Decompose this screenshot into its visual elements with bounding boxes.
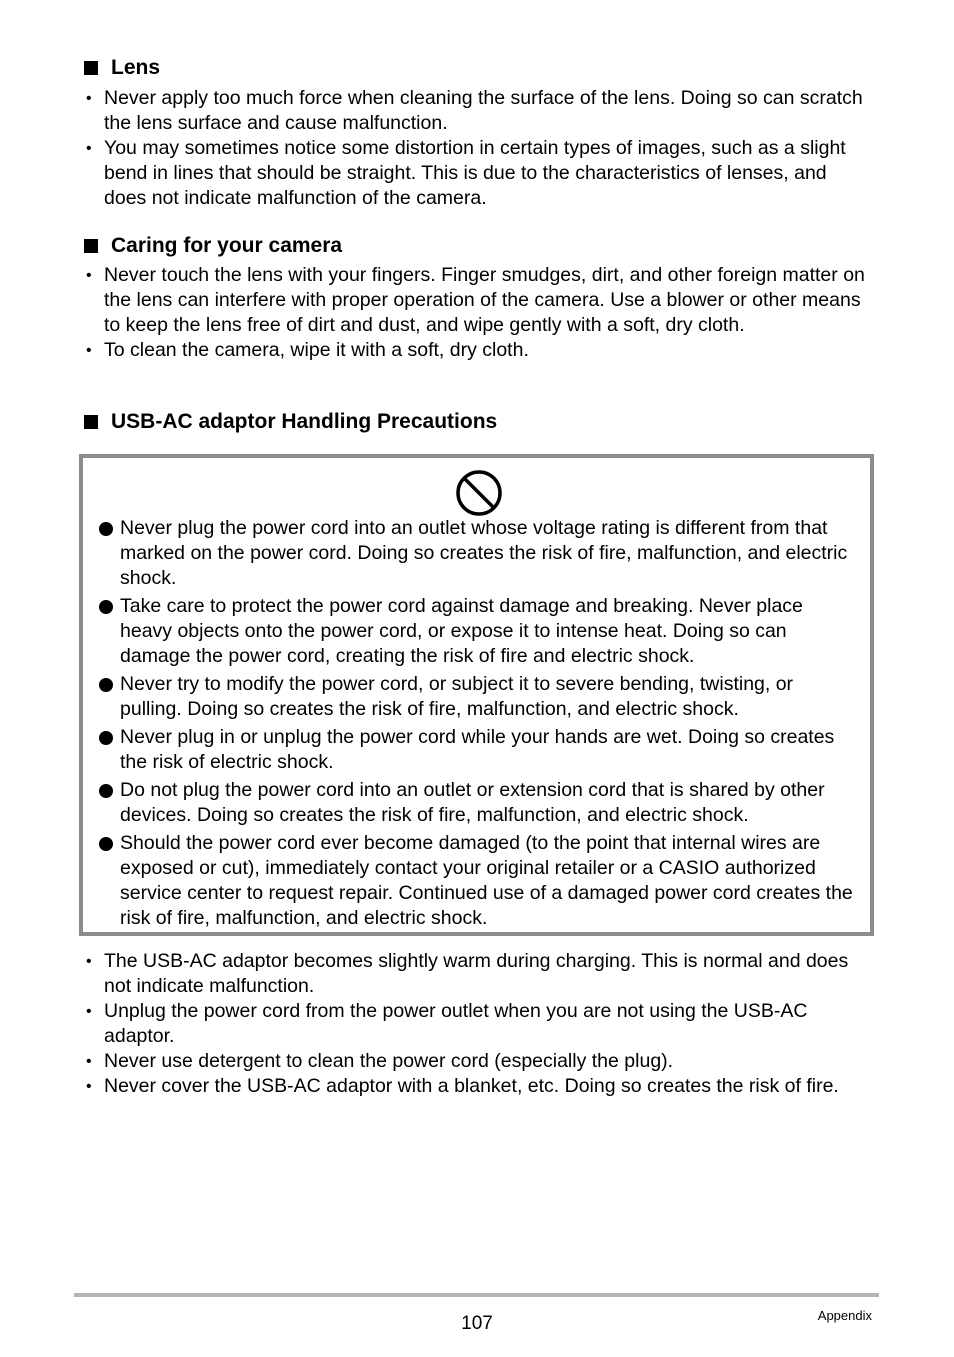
list-item	[84, 949, 874, 999]
warning-text: Do not plug the power cord into an outlet or extension cord that is shared by other devices. Doing so creates the risk of fire, malfunction, and electric shock.	[120, 779, 825, 826]
page-number: 107	[461, 1313, 493, 1334]
bullet-icon: •	[86, 267, 92, 284]
list-item	[84, 136, 874, 211]
bullet-icon: •	[86, 1053, 92, 1070]
warning-list	[99, 516, 859, 934]
warning-item	[99, 831, 859, 931]
square-bullet-icon	[84, 61, 98, 75]
list-item-text: The USB-AC adaptor becomes slightly warm during charging. This is normal and does not indicate malfunction.	[104, 950, 849, 997]
filled-circle-icon	[99, 784, 113, 798]
warning-text: Never plug the power cord into an outlet whose voltage rating is different from that marked on the power cord. Doing so creates the risk of fire, malfunction, and electric shock.	[120, 517, 848, 589]
list-item	[84, 999, 874, 1049]
warning-item	[99, 778, 859, 828]
filled-circle-icon	[99, 837, 113, 851]
lens-list	[84, 86, 874, 211]
bullet-icon: •	[86, 953, 92, 970]
warning-box	[79, 454, 874, 936]
list-item-text: Never apply too much force when cleaning the surface of the lens. Doing so can scratch the lens surface and cause malfunction.	[104, 87, 863, 134]
usb-list	[84, 949, 874, 1099]
warning-text: Never try to modify the power cord, or subject it to severe bending, twisting, or pulling. Doing so creates the risk of fire, malfunction, and electric shock.	[120, 673, 794, 720]
square-bullet-icon	[84, 415, 98, 429]
list-item	[84, 263, 874, 338]
list-item-text: You may sometimes notice some distortion in certain types of images, such as a slight bend in lines that should be straight. This is due to the characteristics of lenses, and does not indicate malfunction of the camera.	[104, 137, 846, 209]
warning-text: Never plug in or unplug the power cord while your hands are wet. Doing so creates the risk of electric shock.	[120, 726, 835, 773]
footer-section-label: Appendix	[817, 1308, 872, 1323]
list-item	[84, 1074, 874, 1099]
usb-heading	[84, 409, 497, 435]
caring-heading	[84, 233, 342, 259]
warning-item	[99, 672, 859, 722]
list-item-text: Never use detergent to clean the power cord (especially the plug).	[104, 1050, 674, 1072]
list-item-text: Never cover the USB-AC adaptor with a blanket, etc. Doing so creates the risk of fire.	[104, 1075, 839, 1097]
bullet-icon: •	[86, 342, 92, 359]
list-item	[84, 1049, 874, 1074]
filled-circle-icon	[99, 600, 113, 614]
caring-heading-text: Caring for your camera	[111, 234, 343, 257]
prohibition-icon	[455, 469, 503, 517]
footer-rule	[74, 1293, 879, 1297]
list-item-text: To clean the camera, wipe it with a soft, dry cloth.	[104, 339, 529, 361]
bullet-icon: •	[86, 90, 92, 107]
list-item-text: Never touch the lens with your fingers. Finger smudges, dirt, and other foreign matter on the lens can interfere with proper operation of the camera. Use a blower or other means to keep the lens free of dirt and dust, and wipe gently with a soft, dry cloth.	[104, 264, 865, 336]
filled-circle-icon	[99, 731, 113, 745]
bullet-icon: •	[86, 140, 92, 157]
bullet-icon: •	[86, 1003, 92, 1020]
usb-heading-text: USB-AC adaptor Handling Precautions	[111, 410, 498, 433]
list-item	[84, 86, 874, 136]
list-item-text: Unplug the power cord from the power outlet when you are not using the USB-AC adaptor.	[104, 1000, 808, 1047]
lens-heading	[84, 55, 160, 81]
warning-item	[99, 594, 859, 669]
caring-list	[84, 263, 874, 363]
warning-item	[99, 516, 859, 591]
warning-item	[99, 725, 859, 775]
square-bullet-icon	[84, 239, 98, 253]
filled-circle-icon	[99, 522, 113, 536]
warning-text: Take care to protect the power cord against damage and breaking. Never place heavy objects onto the power cord, or expose it to intense heat. Doing so can damage the power cord, creating the risk of fire and electric shock.	[120, 595, 803, 667]
list-item	[84, 338, 874, 363]
warning-text: Should the power cord ever become damaged (to the point that internal wires are exposed or cut), immediately contact your original retailer or a CASIO authorized service center to request repair. Continued use of a damaged power cord creates the risk of fire, malfunction, and electric shock.	[120, 832, 853, 929]
filled-circle-icon	[99, 678, 113, 692]
lens-heading-text: Lens	[111, 56, 161, 79]
bullet-icon: •	[86, 1078, 92, 1095]
